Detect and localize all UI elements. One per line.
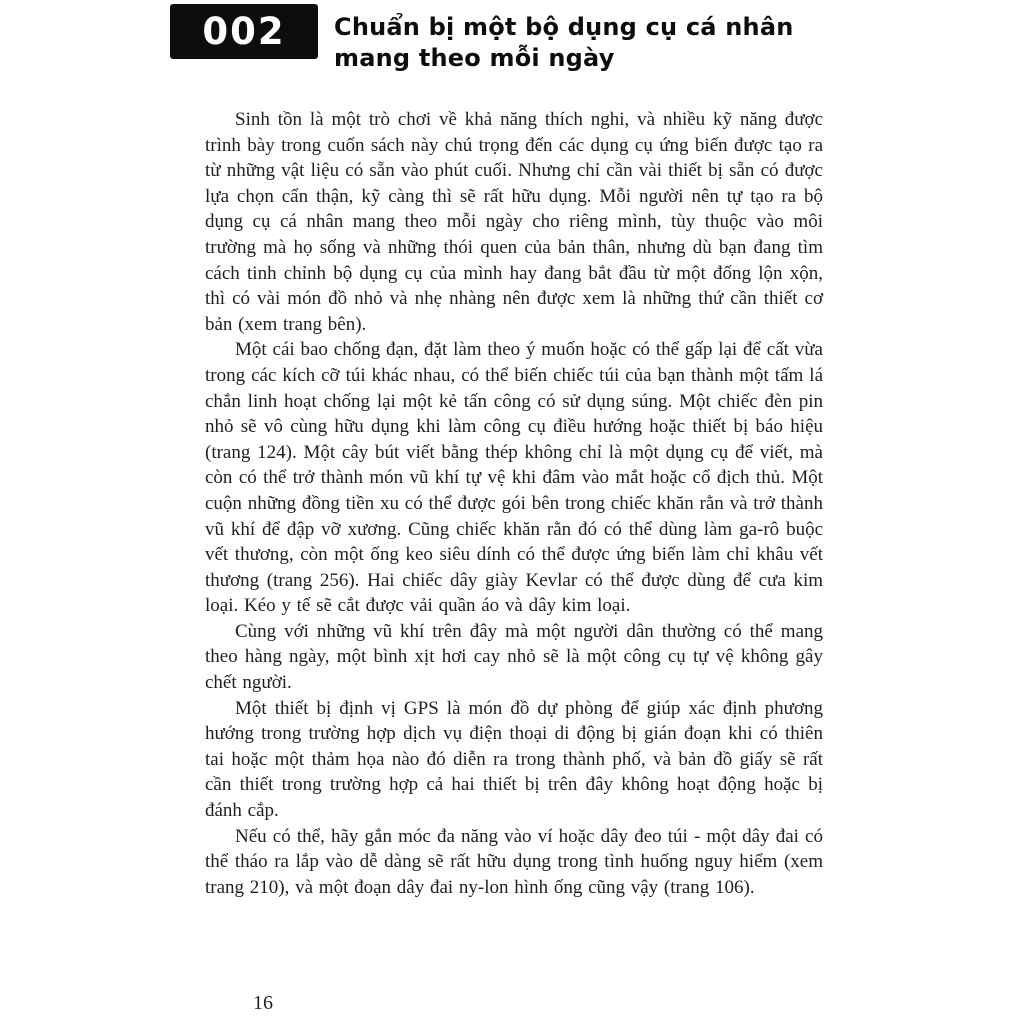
chapter-header <box>0 0 1024 100</box>
page-number: 16 <box>253 992 273 1014</box>
paragraph: Nếu có thể, hãy gắn móc đa năng vào ví hoặc dây đeo túi - một dây đai có thể tháo ra lắp vào dễ dàng sẽ rất hữu dụng trong tình huống nguy hiểm (xem trang 210), và một đoạn dây đai ny-lon hình ống cũng vậy (trang 106). <box>205 825 823 898</box>
body-text-block <box>205 107 823 900</box>
section-number: 002 <box>202 10 286 53</box>
paragraph: Một cái bao chống đạn, đặt làm theo ý muốn hoặc có thể gấp lại để cất vừa trong các kích cỡ túi khác nhau, có thể biến chiếc túi của bạn thành một tấm lá chắn linh hoạt chống lại một kẻ tấn công có sử dụng súng. Một chiếc đèn pin nhỏ sẽ vô cùng hữu dụng khi làm công cụ điều hướng hoặc thiết bị báo hiệu (trang 124). Một cây bút viết bằng thép không chỉ là một dụng cụ để viết, mà còn có thể trở thành món vũ khí tự vệ khi đâm vào mắt hoặc cổ địch thủ. Một cuộn những đồng tiền xu có thể được gói bên trong chiếc khăn rằn và trở thành vũ khí để đập vỡ xương. Cũng chiếc khăn rằn đó có thể dùng làm ga-rô buộc vết thương, còn một ống keo siêu dính có thể được ứng biến làm chỉ khâu vết thương (trang 256). Hai chiếc dây giày Kevlar có thể được dùng để cưa kim loại. Kéo y tế sẽ cắt được vải quần áo và dây kim loại. <box>205 339 823 617</box>
section-number-badge <box>170 4 318 59</box>
paragraph: Sinh tồn là một trò chơi về khả năng thích nghi, và nhiều kỹ năng được trình bày trong cuốn sách này chú trọng đến các dụng cụ ứng biến được tạo ra từ những vật liệu có sẵn vào phút cuối. Nhưng chỉ cần vài thiết bị sẵn có được lựa chọn cẩn thận, kỹ càng thì sẽ rất hữu dụng. Mỗi người nên tự tạo ra bộ dụng cụ cá nhân mang theo mỗi ngày cho riêng mình, tùy thuộc vào môi trường mà họ sống và những thói quen của bản thân, nhưng dù bạn đang tìm cách tinh chỉnh bộ dụng cụ của mình hay đang bắt đầu từ một đống lộn xộn, thì có vài món đồ nhỏ và nhẹ nhàng nên được xem là những thứ cần thiết cơ bản (xem trang bên). <box>205 109 823 335</box>
paragraph: Cùng với những vũ khí trên đây mà một người dân thường có thể mang theo hàng ngày, một bình xịt hơi cay nhỏ sẽ là một công cụ tự vệ không gây chết người. <box>205 620 823 694</box>
paragraph: Một thiết bị định vị GPS là món đồ dự phòng để giúp xác định phương hướng trong trường hợp dịch vụ điện thoại di động bị gián đoạn khi có thiên tai hoặc một thảm họa nào đó diễn ra trong thành phố, và bản đồ giấy sẽ rất cần thiết trong trường hợp cả hai thiết bị trên đây không hoạt động hoặc bị đánh cắp. <box>205 697 823 822</box>
section-title: Chuẩn bị một bộ dụng cụ cá nhân mang theo mỗi ngày <box>334 13 794 72</box>
